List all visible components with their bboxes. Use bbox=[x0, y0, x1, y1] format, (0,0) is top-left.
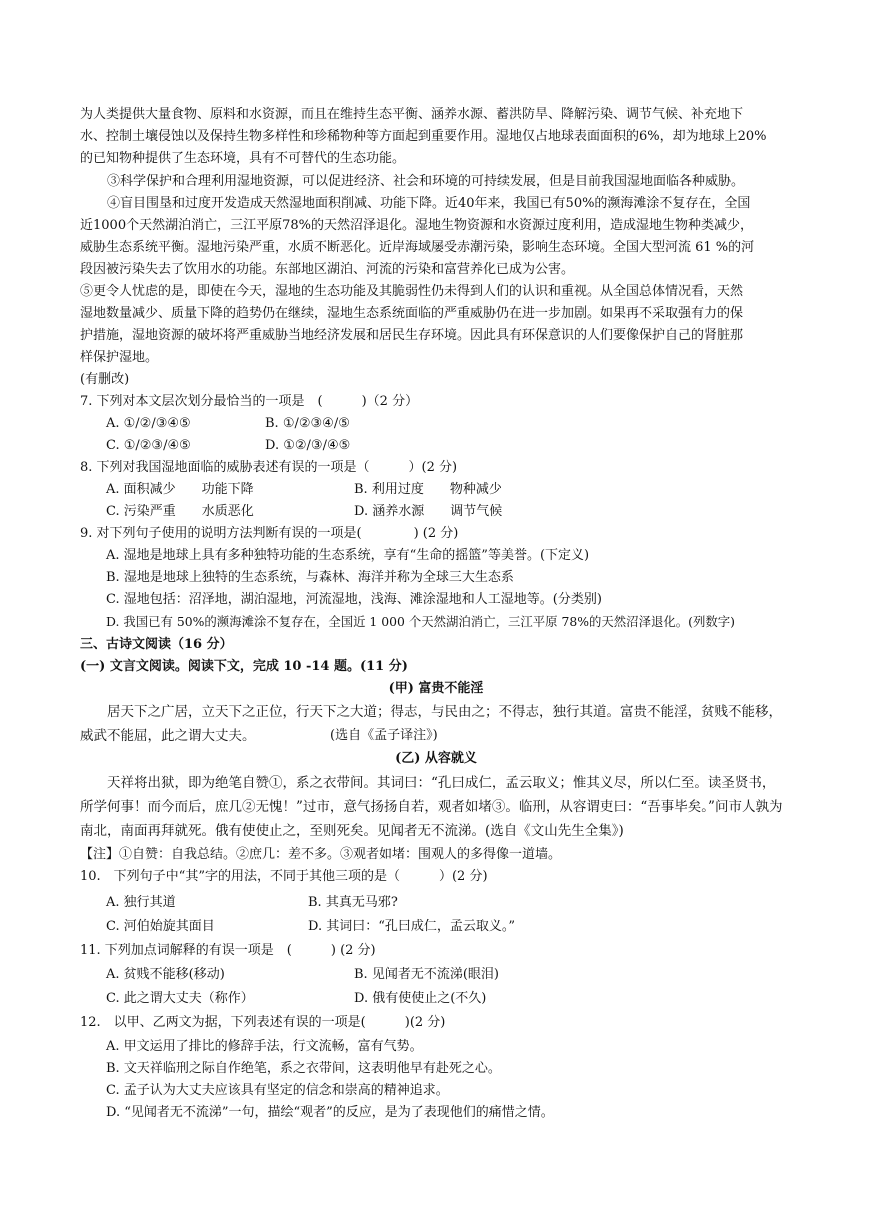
q12-option-b: B. 文天祥临刑之际自作绝笔，系之衣带间，这表明他早有赴死之心。 bbox=[106, 1061, 501, 1076]
q8-option-a: A. 面积减少 功能下降 bbox=[106, 482, 254, 497]
passage-p1-line2: 水、控制土壤侵蚀以及保持生物多样性和珍稀物种等方面起到重要作用。湿地仅占地球表面面积的6%，却为地球上20% bbox=[80, 129, 767, 144]
passage-p5-line4: 样保护湿地。 bbox=[80, 350, 159, 365]
q8-option-d: D. 涵养水源 调节气候 bbox=[354, 504, 503, 519]
q9-option-b: B. 湿地是地球上独特的生态系统，与森林、海洋并称为全球三大生态系 bbox=[106, 570, 514, 585]
passage-p4-line2: 近1000个天然湖泊消亡，三江平原78%的天然沼泽退化。湿地生物资源和水资源过度利用，造成湿地生物种类减少， bbox=[80, 218, 753, 233]
passage-p5-line3: 护措施，湿地资源的破坏将严重威胁当地经济发展和居民生存环境。因此具有环保意识的人们要像保护自己的肾脏那 bbox=[80, 328, 744, 343]
passage-p5-line2: 湿地数量减少、质量下降的趋势仍在继续，湿地生态系统面临的严重威胁仍在进一步加剧。如果再不采取强有力的保 bbox=[80, 306, 744, 321]
passage-source: (有删改) bbox=[80, 372, 130, 387]
passage-p4-line3: 威胁生态系统平衡。湿地污染严重，水质不断恶化。近岸海域屡受赤潮污染，影响生态环境。全国大型河流 61 %的河 bbox=[80, 240, 755, 255]
q9-option-a: A. 湿地是地球上具有多种独特功能的生态系统，享有“生命的摇篮”等美誉。(下定义) bbox=[106, 548, 590, 563]
q10-stem: 10. 下列句子中“其”字的用法，不同于其他三项的是（ ）(2 分) bbox=[80, 869, 488, 884]
q8-option-b: B. 利用过度 物种减少 bbox=[354, 482, 502, 497]
q12-option-a: A. 甲文运用了排比的修辞手法，行文流畅，富有气势。 bbox=[106, 1039, 423, 1054]
q8-option-c: C. 污染严重 水质恶化 bbox=[106, 504, 254, 519]
q12-option-d: D. “见闻者无不流涕”一句，描绘“观者”的反应，是为了表现他们的痛惜之情。 bbox=[106, 1105, 554, 1120]
q11-option-c: C. 此之谓大丈夫（称作） bbox=[106, 991, 254, 1006]
text-yi-line1: 天祥将出狱，即为绝笔自赞①，系之衣带间。其词曰：“孔曰成仁，孟云取义；惟其义尽，所以仁至。读圣贤书， bbox=[107, 775, 776, 791]
q10-option-c: C. 河伯始旋其面目 bbox=[106, 919, 215, 934]
text-jia-title: (甲) 富贵不能淫 bbox=[388, 681, 484, 696]
passage-p3: ③科学保护和合理利用湿地资源，可以促进经济、社会和环境的可持续发展，但是目前我国湿地面临各种威胁。 bbox=[107, 174, 745, 189]
text-yi-title: (乙) 从容就义 bbox=[395, 751, 477, 766]
q7-option-d: D. ①②/③/④⑤ bbox=[265, 438, 351, 453]
section3-heading: 三、古诗文阅读（16 分） bbox=[80, 637, 233, 652]
text-yi-line2: 所学何事！而今而后，庶几②无愧！”过市，意气扬扬自若，观者如堵③。临刑，从容谓吏曰：“吾事毕矣。”问市人孰为 bbox=[80, 799, 783, 815]
passage-p1-line1: 为人类提供大量食物、原料和水资源，而且在维持生态平衡、涵养水源、蓄洪防旱、降解污染、调节气候、补充地下 bbox=[80, 107, 744, 122]
text-yi-line3: 南北，南面再拜就死。俄有使使止之，至则死矣。见闻者无不流涕。(选自《文山先生全集》) bbox=[80, 823, 624, 839]
text-jia-line2: 威武不能屈，此之谓大丈夫。 bbox=[80, 728, 256, 744]
q11-option-a: A. 贫贱不能移(移动) bbox=[106, 967, 225, 982]
q12-stem: 12. 以甲、乙两文为据，下列表述有误的一项是( )(2 分) bbox=[80, 1015, 446, 1030]
q10-option-d: D. 其词曰：“孔曰成仁，孟云取义。” bbox=[308, 919, 516, 934]
q12-option-c: C. 孟子认为大丈夫应该具有坚定的信念和崇高的精神追求。 bbox=[106, 1083, 449, 1098]
passage-p4-line1: ④盲目围垦和过度开发造成天然湿地面积削减、功能下降。近40年来，我国已有50%的濒海滩涂不复存在，全国 bbox=[107, 196, 751, 211]
q8-stem: 8. 下列对我国湿地面临的威胁表述有误的一项是（ ）(2 分) bbox=[80, 460, 458, 475]
passage-p1-line3: 的已知物种提供了生态环境，具有不可替代的生态功能。 bbox=[80, 151, 406, 166]
q9-stem: 9. 对下列句子使用的说明方法判断有误的一项是( ) (2 分) bbox=[80, 526, 459, 541]
q7-stem: 7. 下列对本文层次划分最恰当的一项是 ( )（2 分） bbox=[80, 394, 419, 409]
text-jia-line1: 居天下之广居，立天下之正位，行天下之大道；得志，与民由之；不得志，独行其道。富贵不能淫，贫贱不能移， bbox=[107, 704, 782, 720]
q9-option-c: C. 湿地包括：沼泽地，湖泊湿地，河流湿地，浅海、滩涂湿地和人工湿地等。(分类别) bbox=[106, 592, 602, 607]
q9-option-d: D. 我国已有 50%的濒海滩涂不复存在，全国近 1 000 个天然湖泊消亡，三江平原 78%的天然沼泽退化。(列数字) bbox=[106, 614, 735, 629]
q7-option-c: C. ①/②③/④⑤ bbox=[106, 438, 191, 453]
q7-option-b: B. ①/②③④/⑤ bbox=[265, 416, 350, 431]
q11-stem: 11. 下列加点词解释的有误一项是 ( ) (2 分) bbox=[80, 943, 376, 958]
q11-option-b: B. 见闻者无不流涕(眼泪) bbox=[354, 967, 499, 982]
q11-option-d: D. 俄有使使止之(不久) bbox=[354, 991, 487, 1006]
passage-p4-line4: 段因被污染失去了饮用水的功能。东部地区湖泊、河流的污染和富营养化已成为公害。 bbox=[80, 262, 575, 277]
q7-option-a: A. ①/②/③④⑤ bbox=[106, 416, 191, 431]
footnote: 【注】①自赞：自我总结。②庶几：差不多。③观者如堵：围观人的多得像一道墙。 bbox=[80, 847, 562, 862]
text-jia-source: (选自《孟子译注》) bbox=[330, 728, 438, 743]
section3-subheading: (一) 文言文阅读。阅读下文，完成 10 -14 题。(11 分) bbox=[80, 659, 408, 674]
q10-option-a: A. 独行其道 bbox=[106, 895, 176, 910]
passage-p5-line1: ⑤更令人忧虑的是，即使在今天，湿地的生态功能及其脆弱性仍未得到人们的认识和重视。从全国总体情况看，天然 bbox=[80, 284, 744, 299]
q10-option-b: B. 其真无马邪? bbox=[308, 895, 398, 910]
